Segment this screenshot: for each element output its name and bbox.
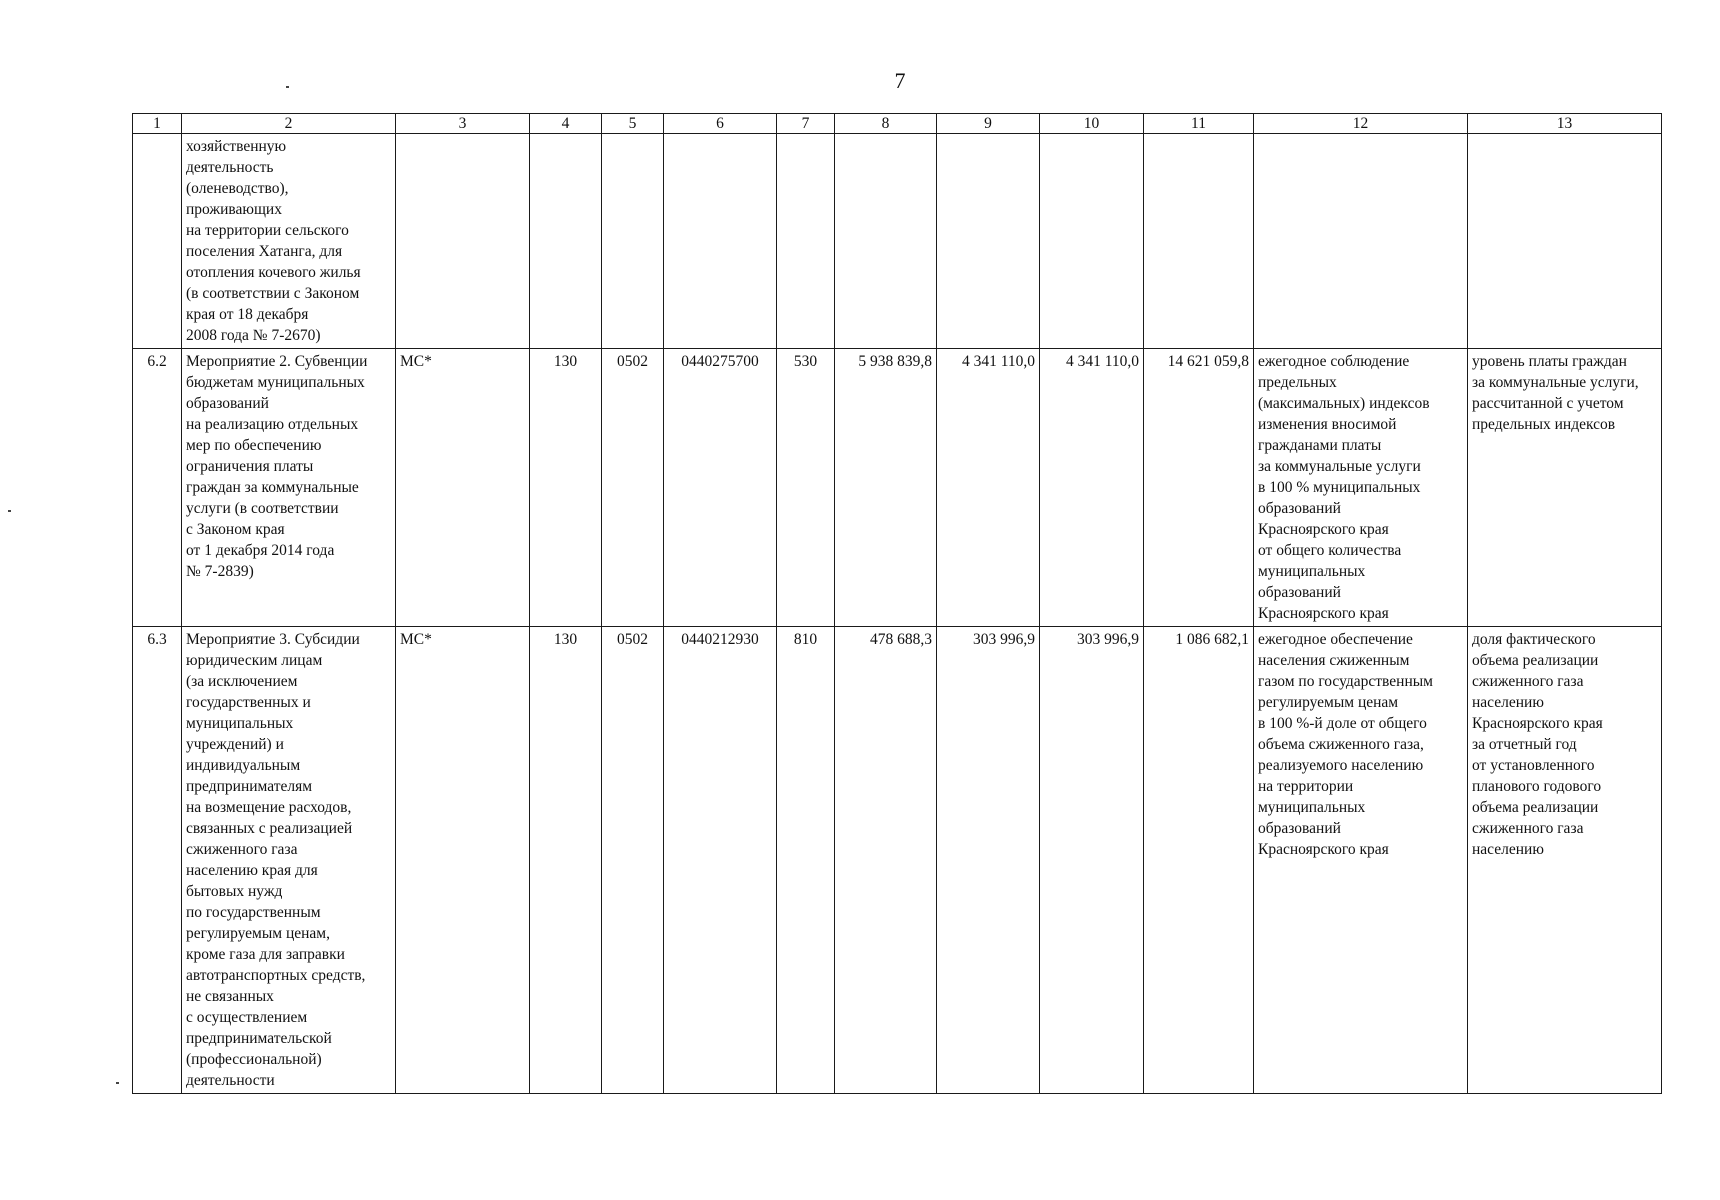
header-row: [133, 114, 1662, 134]
expense-type-code: 810: [777, 627, 835, 1094]
scan-speck: [286, 86, 289, 88]
expected-result: [1254, 134, 1468, 349]
indicator: уровень платы граждан за коммунальные услуги, рассчитанной с учетом предельных индексов: [1468, 349, 1662, 627]
table-row-continuation: [133, 134, 1662, 349]
expected-result: ежегодное соблюдение предельных (максимальных) индексов изменения вносимой гражданами платы за коммунальные услуги в 100 % муниципальных образований Красноярского края от общего количества муниципальных образований Красноярского края: [1254, 349, 1468, 627]
col-header-11: 11: [1144, 114, 1254, 134]
table-row-6-3: [133, 627, 1662, 1094]
section-code: [602, 134, 664, 349]
grbs-code: 130: [530, 627, 602, 1094]
amount-total: 1 086 682,1: [1144, 627, 1254, 1094]
row-number: [133, 134, 182, 349]
expense-type-code: [777, 134, 835, 349]
amount-year-2: [937, 134, 1040, 349]
measure-description: Мероприятие 2. Субвенции бюджетам муниципальных образований на реализацию отдельных мер по обеспечению ограничения платы граждан за коммунальные услуги (в соответствии с Законом края от 1 декабря 2014 года № 7-2839): [182, 349, 396, 627]
amount-year-2: 303 996,9: [937, 627, 1040, 1094]
target-article-code: [664, 134, 777, 349]
col-header-7: 7: [777, 114, 835, 134]
grbs-code: 130: [530, 349, 602, 627]
amount-year-2: 4 341 110,0: [937, 349, 1040, 627]
measure-description: Мероприятие 3. Субсидии юридическим лицам (за исключением государственных и муниципальных учреждений) и индивидуальным предпринимателям на возмещение расходов, связанных с реализацией сжиженного газа населению края для бытовых нужд по государственным регулируемым ценам, кроме газа для заправки автотранспортных средств, не связанных с осуществлением предпринимательской (профессиональной) деятельности: [182, 627, 396, 1094]
col-header-5: 5: [602, 114, 664, 134]
scan-speck: [8, 510, 11, 512]
col-header-8: 8: [835, 114, 937, 134]
amount-total: [1144, 134, 1254, 349]
row-number: 6.3: [133, 627, 182, 1094]
col-header-9: 9: [937, 114, 1040, 134]
expected-result: ежегодное обеспечение населения сжиженным газом по государственным регулируемым ценам в 100 %-й доле от общего объема сжиженного газа, реализуемого населению на территории муниципальных образований Красноярского края: [1254, 627, 1468, 1094]
row-number: 6.2: [133, 349, 182, 627]
section-code: 0502: [602, 627, 664, 1094]
table-row-6-2: [133, 349, 1662, 627]
measure-description: хозяйственную деятельность (оленеводство), проживающих на территории сельского поселения Хатанга, для отопления кочевого жилья (в соответствии с Законом края от 18 декабря 2008 года № 7-2670): [182, 134, 396, 349]
section-code: 0502: [602, 349, 664, 627]
budget-table: [132, 113, 1662, 1094]
page-number: 7: [894, 68, 906, 93]
administrator-code: МС*: [396, 627, 530, 1094]
amount-total: 14 621 059,8: [1144, 349, 1254, 627]
indicator: доля фактического объема реализации сжиженного газа населению Красноярского края за отчетный год от установленного планового годового объема реализации сжиженного газа населению: [1468, 627, 1662, 1094]
col-header-6: 6: [664, 114, 777, 134]
amount-year-1: 478 688,3: [835, 627, 937, 1094]
amount-year-1: [835, 134, 937, 349]
amount-year-3: 303 996,9: [1040, 627, 1144, 1094]
indicator: [1468, 134, 1662, 349]
administrator-code: [396, 134, 530, 349]
col-header-2: 2: [182, 114, 396, 134]
col-header-1: 1: [133, 114, 182, 134]
col-header-12: 12: [1254, 114, 1468, 134]
amount-year-3: 4 341 110,0: [1040, 349, 1144, 627]
expense-type-code: 530: [777, 349, 835, 627]
col-header-4: 4: [530, 114, 602, 134]
col-header-13: 13: [1468, 114, 1662, 134]
administrator-code: МС*: [396, 349, 530, 627]
amount-year-3: [1040, 134, 1144, 349]
scan-speck: [116, 1082, 119, 1084]
target-article-code: 0440275700: [664, 349, 777, 627]
grbs-code: [530, 134, 602, 349]
col-header-10: 10: [1040, 114, 1144, 134]
target-article-code: 0440212930: [664, 627, 777, 1094]
col-header-3: 3: [396, 114, 530, 134]
amount-year-1: 5 938 839,8: [835, 349, 937, 627]
